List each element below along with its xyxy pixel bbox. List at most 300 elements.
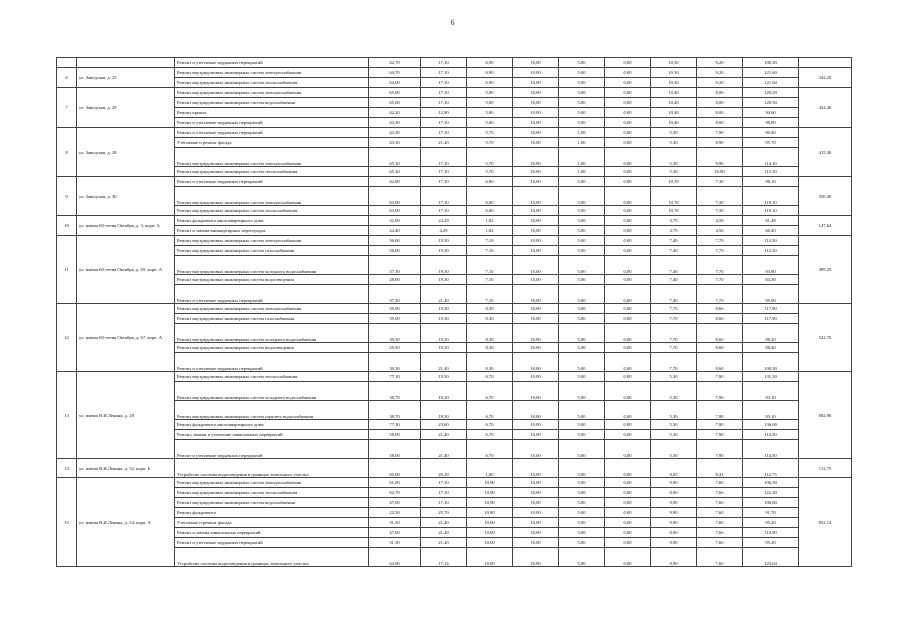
repair-works-table [56,57,852,567]
value-cell: 31,30 [369,518,421,528]
value-cell: 5,30 [651,148,697,167]
object-number: 14 [57,459,77,478]
value-cell: 5,00 [559,324,605,343]
work-name: Ремонт внутридомовых инженерных систем теплоснабжения [175,167,369,177]
value-cell: 7,70 [697,275,743,285]
table-row [57,226,852,236]
table-row [57,256,852,275]
value-cell: 5,00 [559,314,605,324]
value-cell: 123,64 [743,548,799,567]
value-cell: 5,00 [559,256,605,275]
value-cell: 7,70 [697,285,743,304]
value-cell: 7,40 [651,256,697,275]
value-cell: 5,30 [651,128,697,138]
value-cell: 7,90 [697,440,743,459]
value-cell: 47,00 [369,528,421,538]
value-cell: 19,30 [421,343,467,353]
value-cell: 5,00 [559,382,605,401]
work-name: Ремонт внутридомовых инженерных систем газоснабжения [175,314,369,324]
value-cell: 6,70 [467,420,513,430]
table-row [57,68,852,78]
value-cell: 0,00 [605,518,651,528]
value-cell: 0,00 [605,304,651,314]
value-cell: 9,05 [651,459,697,478]
value-cell: 0,00 [605,78,651,88]
value-cell: 8,00 [697,118,743,128]
value-cell: 100,30 [743,353,799,372]
value-cell: 10,00 [467,538,513,548]
work-name: Ремонт внутридомовых инженерных систем теплоснабжения [175,78,369,88]
object-total: 682,90 [799,372,852,459]
value-cell: 0,00 [605,256,651,275]
value-cell: 5,00 [559,246,605,256]
value-cell: 24,40 [369,226,421,236]
value-cell: 98,80 [743,118,799,128]
work-name: Ремонт, замена и утепление аннкоальных перекрытий [175,430,369,440]
value-cell: 8,60 [697,314,743,324]
value-cell: 17,10 [421,118,467,128]
value-cell: 0,00 [605,548,651,567]
value-cell: 10,00 [513,548,559,567]
value-cell: 9,90 [651,518,697,528]
value-cell: 6,70 [467,401,513,420]
value-cell: 0,00 [605,138,651,148]
value-cell: 7,10 [467,285,513,304]
value-cell: 10,00 [513,216,559,226]
work-name: Ремонт крыши [175,108,369,118]
value-cell: 5,00 [559,372,605,382]
value-cell: 8,30 [467,343,513,353]
value-cell: 66,40 [743,226,799,236]
value-cell: 136,00 [743,420,799,430]
object-number: 11 [57,236,77,304]
value-cell: 65,00 [369,88,421,98]
value-cell: 7,30 [697,187,743,206]
value-cell: 5,00 [559,538,605,548]
value-cell: 21,40 [421,518,467,528]
object-total: 522,70 [799,304,852,372]
value-cell: 21,40 [421,138,467,148]
value-cell: 38,70 [369,382,421,401]
value-cell: 21,40 [421,353,467,372]
value-cell: 6,90 [467,78,513,88]
table-row [57,138,852,148]
value-cell: 0,00 [605,177,651,187]
object-number: 9 [57,177,77,216]
table-row [57,528,852,538]
value-cell: 5,00 [559,226,605,236]
value-cell: 7,90 [697,430,743,440]
value-cell: 42,70 [369,58,421,68]
value-cell: 29,29 [421,459,467,478]
work-name: Ремонт и утепление чердачных перекрытий [175,118,369,128]
value-cell: 59,00 [369,304,421,314]
value-cell: 9,90 [651,528,697,538]
value-cell: 0,00 [605,353,651,372]
value-cell: 0,00 [605,275,651,285]
value-cell: 10,00 [513,108,559,118]
value-cell: 8,30 [467,324,513,343]
value-cell: 62,70 [369,488,421,498]
work-name: Ремонт и утепление чердачных перекрытий [175,285,369,304]
value-cell: 39,30 [369,353,421,372]
object-total: 852,14 [799,478,852,567]
value-cell: 0,00 [605,88,651,98]
value-cell: 10,00 [513,343,559,353]
value-cell: 43,30 [369,138,421,148]
object-address: ул. Заводская, д. 25 [77,68,175,88]
value-cell: 25,70 [421,508,467,518]
value-cell: 5,00 [559,108,605,118]
value-cell: 98,10 [743,177,799,187]
value-cell: 1,00 [559,138,605,148]
value-cell: 77,30 [369,420,421,430]
value-cell: 8,30 [467,304,513,314]
table-row [57,382,852,401]
value-cell: 7,70 [697,246,743,256]
table-row [57,343,852,353]
value-cell: 10,00 [513,459,559,478]
table-row [57,285,852,304]
value-cell: 8,41 [697,459,743,478]
work-name: Ремонт фундамента [175,508,369,518]
value-cell: 28,00 [369,275,421,285]
value-cell: 24,29 [421,216,467,226]
value-cell: 5,00 [467,88,513,98]
value-cell: 19,30 [421,246,467,256]
value-cell: 8,00 [697,98,743,108]
value-cell: 0,00 [605,226,651,236]
value-cell: 19,30 [421,275,467,285]
value-cell: 0,00 [605,478,651,488]
value-cell: 4,56 [697,226,743,236]
value-cell: 10,40 [651,118,697,128]
table-row [57,420,852,430]
work-name: Устройство системы водоотведения в границах земельного участка [175,548,369,567]
value-cell: 5,00 [559,275,605,285]
value-cell: 17,10 [421,488,467,498]
object-number: 8 [57,128,77,177]
table-row [57,246,852,256]
value-cell: 0,00 [605,440,651,459]
value-cell: 10,00 [513,236,559,246]
value-cell: 7,30 [697,177,743,187]
value-cell: 7,70 [697,256,743,275]
value-cell: 7,60 [697,508,743,518]
value-cell: 0,00 [605,216,651,226]
value-cell: 9,90 [651,478,697,488]
value-cell: 10,70 [651,206,697,216]
value-cell: 95,90 [743,285,799,304]
value-cell: 10,90 [467,478,513,488]
value-cell: 5,00 [559,58,605,68]
value-cell: 37,50 [369,256,421,275]
table-row [57,58,852,68]
value-cell: 112,75 [743,459,799,478]
value-cell: 59,00 [369,314,421,324]
value-cell: 10,00 [513,420,559,430]
value-cell: 19,30 [421,372,467,382]
value-cell: 10,00 [513,528,559,538]
value-cell: 10,00 [467,548,513,567]
value-cell: 0,00 [605,118,651,128]
value-cell: 21,40 [421,538,467,548]
value-cell: 10,00 [513,98,559,108]
value-cell: 0,00 [605,314,651,324]
value-cell: 119,10 [743,187,799,206]
work-name: Ремонт фундамента многоквартирного дома [175,216,369,226]
value-cell: 5,00 [467,98,513,108]
object-number: 10 [57,216,77,236]
value-cell: 93,10 [743,382,799,401]
value-cell: 5,00 [467,108,513,118]
value-cell: 8,00 [697,88,743,98]
value-cell: 19,30 [421,324,467,343]
value-cell: 17,14 [421,548,467,567]
value-cell: 5,00 [559,488,605,498]
value-cell: 0,00 [605,236,651,246]
value-cell: 10,00 [513,478,559,488]
value-cell: 5,30 [651,420,697,430]
value-cell: 21,40 [421,440,467,459]
work-name: Ремонт внутридомовых инженерных систем электроснабжения [175,236,369,246]
value-cell: 10,70 [651,177,697,187]
value-cell: 114,50 [743,430,799,440]
value-cell: 5,00 [559,98,605,108]
value-cell: 119,10 [743,206,799,216]
object-address: ул. имени 60-летия Октября, д. 65, корп. А [77,236,175,304]
value-cell: 7,10 [467,275,513,285]
work-name: Ремонт внутридомовых инженерных систем теплоснабжения [175,206,369,216]
work-name: Ремонт фундамента многоквартирного дома [175,420,369,430]
value-cell: 0,00 [605,420,651,430]
value-cell: 63,90 [369,206,421,216]
work-name: Ремонт и утепление чердачных перекрытий [175,440,369,459]
value-cell: 5,00 [559,216,605,226]
value-cell: 120,50 [743,98,799,108]
value-cell: 10,00 [513,58,559,68]
work-name: Ремонт и утепление чердачных перекрытий [175,58,369,68]
value-cell: 6,00 [467,187,513,206]
value-cell: 91,70 [743,508,799,518]
value-cell: 0,00 [605,148,651,167]
value-cell: 10,00 [513,440,559,459]
value-cell: 5,00 [559,528,605,538]
object-number: 6 [57,68,77,88]
value-cell: 8,00 [697,108,743,118]
table-row [57,78,852,88]
work-name: Ремонт внутридомовых инженерных систем теплоснабжения [175,372,369,382]
object-number: 7 [57,88,77,128]
value-cell: 5,00 [559,353,605,372]
table-row [57,440,852,459]
value-cell: 7,40 [651,275,697,285]
value-cell: 9,90 [651,548,697,567]
table-row [57,304,852,314]
value-cell: 10,40 [651,88,697,98]
value-cell: 56,00 [369,236,421,246]
value-cell: 5,00 [559,206,605,216]
object-total: 415,30 [799,128,852,177]
value-cell: 5,00 [559,518,605,528]
value-cell: 10,00 [513,138,559,148]
object-number: 15 [57,478,77,567]
work-name: Ремонт внутридомовых инженерных систем теплоснабжения [175,488,369,498]
value-cell: 7,10 [467,256,513,275]
value-cell: 58,00 [369,440,421,459]
value-cell: 19,30 [421,256,467,275]
value-cell: 37,30 [369,285,421,304]
value-cell: 5,30 [651,372,697,382]
value-cell: 7,70 [651,314,697,324]
value-cell: 5,00 [559,508,605,518]
work-name: Ремонт внутридомовых инженерных систем электроснабжения [175,478,369,488]
table-row [57,236,852,246]
value-cell: 7,40 [651,285,697,304]
value-cell: 10,30 [651,78,697,88]
value-cell: 5,30 [651,440,697,459]
value-cell: 17,10 [421,98,467,108]
value-cell: 10,00 [513,314,559,324]
value-cell: 10,00 [513,275,559,285]
value-cell: 31,30 [369,538,421,548]
work-name: Ремонт внутридомовых инженерных систем холодного водоснабжения [175,256,369,275]
work-name: Ремонт внутридомовых инженерных систем электроснабжения [175,148,369,167]
value-cell: 7,10 [467,236,513,246]
object-address: ул. Заводская, д. 28 [77,128,175,177]
value-cell: 7,30 [697,206,743,216]
table-row [57,108,852,118]
value-cell: 65,30 [369,148,421,167]
value-cell: 0,00 [605,372,651,382]
value-cell: 7,60 [697,498,743,508]
value-cell: 0,00 [605,246,651,256]
value-cell: 9,90 [651,498,697,508]
value-cell: 56,00 [369,246,421,256]
value-cell: 117,90 [743,314,799,324]
value-cell: 0,00 [605,285,651,304]
value-cell: 120,50 [743,88,799,98]
value-cell: 23,60 [421,420,467,430]
value-cell: 10,00 [513,382,559,401]
value-cell: 10,70 [651,187,697,206]
object-address: ул. Заводская, д. 30 [77,177,175,216]
value-cell: 5,00 [559,420,605,430]
value-cell: 43,30 [369,118,421,128]
value-cell: 1,00 [467,459,513,478]
value-cell: 5,00 [559,177,605,187]
value-cell: 10,00 [513,187,559,206]
value-cell: 5,00 [559,68,605,78]
value-cell: 5,00 [559,187,605,206]
value-cell: 9,20 [697,58,743,68]
value-cell: 5,00 [559,343,605,353]
value-cell: 7,60 [697,528,743,538]
value-cell: 42,90 [369,177,421,187]
value-cell: 8,60 [697,343,743,353]
value-cell: 5,00 [559,236,605,246]
value-cell: 9,20 [697,78,743,88]
value-cell: 88,40 [743,343,799,353]
value-cell: 7,60 [697,478,743,488]
value-cell: 0,00 [605,459,651,478]
table-body [57,58,852,567]
value-cell: 17,10 [421,206,467,216]
value-cell: 10,00 [513,78,559,88]
value-cell: 5,70 [467,148,513,167]
value-cell: 94,60 [743,108,799,118]
value-cell: 64,70 [369,68,421,78]
value-cell: 65,30 [369,167,421,177]
value-cell: 7,40 [651,236,697,246]
value-cell: 114,10 [743,148,799,167]
object-address [77,58,175,68]
value-cell: 22,50 [369,508,421,518]
work-name: Ремонт внутридомовых инженерных систем холодного водоснабжения [175,382,369,401]
value-cell: 7,60 [697,538,743,548]
value-cell: 29,50 [369,343,421,353]
value-cell: 112,50 [743,246,799,256]
value-cell: 5,00 [559,430,605,440]
value-cell: 106,50 [743,478,799,488]
value-cell: 10,00 [513,285,559,304]
value-cell: 10,00 [513,324,559,343]
value-cell: 1,82 [467,226,513,236]
value-cell: 17,10 [421,148,467,167]
value-cell: 17,10 [421,498,467,508]
value-cell: 10,00 [467,518,513,528]
object-address: ул. имени В.И.Ленина, д. 54, корп. А [77,478,175,567]
object-address: ул. имени В.И.Ленина, д. 52, корп. Б [77,459,175,478]
value-cell: 5,00 [559,118,605,128]
value-cell: 6,00 [467,177,513,187]
work-name: Ремонт внутридомовых инженерных систем электроснабжения [175,68,369,78]
value-cell: 19,30 [421,236,467,246]
work-name: Ремонт внутридомовых инженерных систем водоотведения [175,275,369,285]
value-cell: 10,00 [513,206,559,216]
work-name: Ремонт и утепление чердачных перекрытий [175,538,369,548]
value-cell: 10,00 [513,372,559,382]
value-cell: 114,50 [743,440,799,459]
table-row [57,187,852,206]
value-cell: 9,90 [651,508,697,518]
value-cell: 93,10 [743,401,799,420]
value-cell: 0,00 [605,508,651,518]
table-row [57,518,852,528]
value-cell: 7,70 [651,304,697,314]
value-cell: 7,40 [651,246,697,256]
object-address: ул. Заводская, д. 29 [77,88,175,128]
value-cell: 10,30 [651,68,697,78]
value-cell: 17,10 [421,78,467,88]
value-cell: 19,30 [421,304,467,314]
table-row [57,275,852,285]
object-address: ул. имени 60-летия Октября, д. 3, корп. А [77,216,175,236]
value-cell: 10,00 [513,518,559,528]
value-cell: 95,70 [743,138,799,148]
value-cell: 10,30 [651,58,697,68]
value-cell: 17,10 [421,167,467,177]
value-cell: 10,00 [513,226,559,236]
value-cell: 61,00 [369,478,421,488]
value-cell: 0,00 [605,498,651,508]
value-cell: 64,00 [369,548,421,567]
value-cell: 6,00 [467,206,513,216]
value-cell: 0,00 [605,528,651,538]
value-cell: 0,00 [605,538,651,548]
value-cell: 7,70 [651,343,697,353]
value-cell: 10,40 [651,108,697,118]
